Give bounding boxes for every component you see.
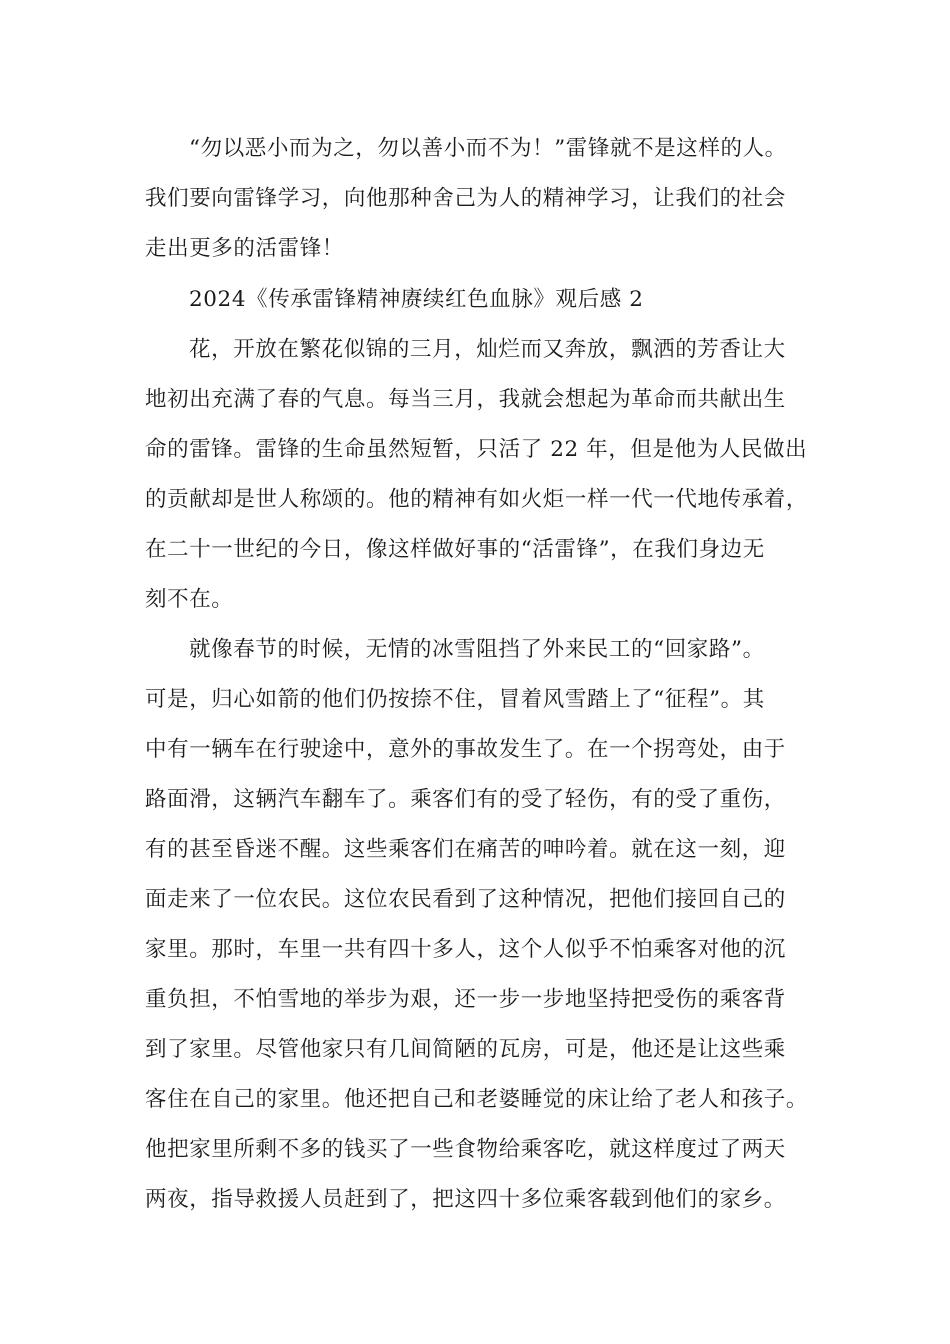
paragraph-2-line-6: 刻不在。 (145, 587, 234, 612)
paragraph-3-line-7: 家里。那时，车里一共有四十多人，这个人似乎不怕乘客对他的沉 (145, 937, 786, 962)
paragraph-3-line-12: 两夜，指导救援人员赶到了，把这四十多位乘客载到他们的家乡。 (145, 1187, 786, 1212)
section-heading: 2024《传承雷锋精神赓续红色血脉》观后感 2 (189, 287, 644, 312)
paragraph-3-line-9: 到了家里。尽管他家只有几间简陋的瓦房，可是，他还是让这些乘 (145, 1037, 786, 1062)
paragraph-1-line-3: 走出更多的活雷锋！ (145, 236, 344, 261)
paragraph-3-line-6: 面走来了一位农民。这位农民看到了这种情况，把他们接回自己的 (145, 887, 786, 912)
paragraph-3-line-2: 可是，归心如箭的他们仍按捺不住，冒着风雪踏上了“征程”。其 (145, 687, 765, 712)
paragraph-2-line-2: 地初出充满了春的气息。每当三月，我就会想起为革命而共献出生 (145, 387, 786, 412)
paragraph-2-line-5: 在二十一世纪的今日，像这样做好事的“活雷锋”，在我们身边无 (145, 537, 765, 562)
paragraph-3-line-5: 有的甚至昏迷不醒。这些乘客们在痛苦的呻吟着。就在这一刻，迎 (145, 837, 786, 862)
paragraph-2-line-4: 的贡献却是世人称颂的。他的精神有如火炬一样一代一代地传承着， (145, 487, 809, 512)
paragraph-2-line-3: 命的雷锋。雷锋的生命虽然短暂，只活了 22 年，但是他为人民做出 (145, 437, 808, 462)
paragraph-1-line-2: 我们要向雷锋学习，向他那种舍己为人的精神学习，让我们的社会 (145, 186, 786, 211)
paragraph-3-line-4: 路面滑，这辆汽车翻车了。乘客们有的受了轻伤，有的受了重伤， (145, 787, 786, 812)
paragraph-3-line-8: 重负担，不怕雪地的举步为艰，还一步一步地坚持把受伤的乘客背 (145, 987, 786, 1012)
paragraph-3-line-11: 他把家里所剩不多的钱买了一些食物给乘客吃，就这样度过了两天 (145, 1137, 786, 1162)
paragraph-2-line-1: 花，开放在繁花似锦的三月，灿烂而又奔放，飘洒的芳香让大 (189, 337, 786, 362)
paragraph-1-line-1: “勿以恶小而为之，勿以善小而不为！”雷锋就不是这样的人。 (189, 136, 787, 161)
paragraph-3-line-1: 就像春节的时候，无情的冰雪阻挡了外来民工的“回家路”。 (189, 637, 765, 662)
paragraph-3-line-3: 中有一辆车在行驶途中，意外的事故发生了。在一个拐弯处，由于 (145, 737, 786, 762)
paragraph-3-line-10: 客住在自己的家里。他还把自己和老婆睡觉的床让给了老人和孩子。 (145, 1087, 809, 1112)
